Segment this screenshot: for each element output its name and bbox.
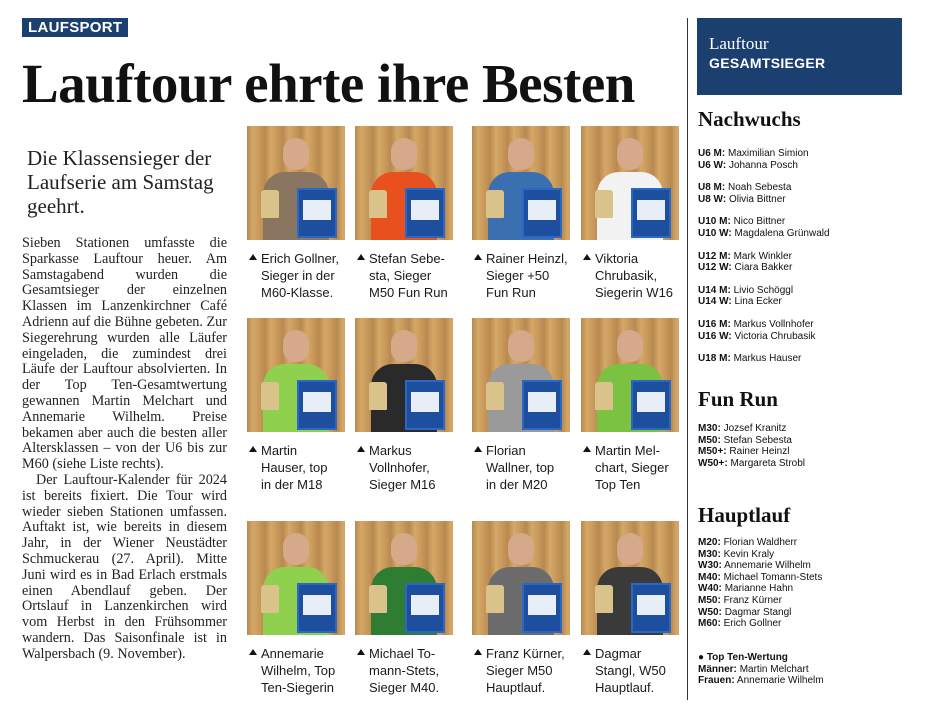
article-paragraph: Der Lauftour-Kalender für 2024 ist bereits fixiert. Die Tour wird wieder sieben Stationen umfassen. Auftakt ist, wie bereits in diesem Jahr, in der Wiener Neustädter Schmuckerau (27. April). Mitte Juni wird es in Bad Erlach erstmals einen Abendlauf geben. Der Ortslauf in Lanzenkirchen wird vom Herbst in den Frühsommer wandern. Das Saisonfinale ist in Walpersbach (9. November). [22,471,227,662]
certificate-icon [405,380,445,430]
winner-name: Kevin Kraly [723,548,775,560]
class-label: U18 M: [698,353,731,365]
class-label: Männer: [698,663,737,675]
certificate-icon [405,583,445,633]
result-row [698,595,822,607]
photo-caption: Franz Kürner, Sieger M50 Hauptlauf. [472,645,570,696]
class-label: U16 W: [698,330,732,342]
result-row [698,458,805,470]
certificate-icon [631,380,671,430]
winner-name: Annemarie Wilhelm [736,675,824,687]
certificate-icon [522,583,562,633]
result-row [698,194,830,206]
trophy-icon [261,190,279,218]
photo-item [247,318,345,493]
class-label: M50: [698,594,721,606]
class-label: W50+: [698,457,728,469]
winner-photo [581,521,679,635]
column-divider [687,18,688,700]
class-label: U14 W: [698,296,732,308]
photo-caption: Stefan Sebe- sta, Sieger M50 Fun Run [355,250,453,301]
winner-name: Livio Schöggl [733,284,794,296]
trophy-icon [261,585,279,613]
banner-subtitle: GESAMTSIEGER [709,55,826,71]
trophy-icon [486,382,504,410]
class-label: M30: [698,548,721,560]
winner-photo [355,521,453,635]
winner-name: Magdalena Grünwald [734,227,830,239]
result-row [698,572,822,584]
certificate-icon [297,583,337,633]
winner-name: Lina Ecker [734,296,782,308]
sidebar-banner [697,18,902,95]
nachwuchs-heading: Nachwuchs [698,107,801,131]
winner-photo [247,318,345,432]
winner-photo [355,126,453,240]
winner-name: Nico Bittner [733,216,786,228]
class-label: U6 M: [698,148,726,159]
result-row [698,251,830,263]
winner-name: Jozsef Kranitz [723,423,787,434]
photo-item [581,318,679,493]
class-label: M50+: [698,446,727,458]
result-row [698,331,830,343]
trophy-icon [369,190,387,218]
class-label: M40: [698,571,721,583]
photo-caption: Dagmar Stangl, W50 Hauptlauf. [581,645,679,696]
result-row [698,160,830,172]
result-row [698,353,830,365]
photo-item [247,521,345,696]
photo-item [355,318,453,493]
article-body [22,236,227,663]
winner-name: Martin Melchart [739,663,809,675]
photo-item [472,126,570,301]
class-label: W40: [698,583,722,595]
result-row [698,583,822,595]
photo-caption: Markus Vollnhofer, Sieger M16 [355,442,453,493]
winner-name: Rainer Heinzl [729,446,790,458]
winner-name: Margareta Strobl [730,457,805,469]
result-row [698,285,830,297]
winner-photo [581,126,679,240]
result-row [698,296,830,308]
winner-name: Stefan Sebesta [723,434,792,446]
winner-photo [581,318,679,432]
certificate-icon [631,583,671,633]
result-row [698,560,822,572]
photo-item [355,126,453,301]
result-row [698,675,824,687]
headline: Lauftour ehrte ihre Besten [22,53,635,114]
class-label: U6 W: [698,159,727,171]
result-row [698,262,830,274]
class-label: U10 W: [698,227,732,239]
photo-item [581,521,679,696]
trophy-icon [486,190,504,218]
article-paragraph: Sieben Stationen umfasste die Sparkasse Lauftour heuer. Am Samstagabend wurden die Gesamtsieger der einzelnen Klassen im Lanzenkirchner Café Adrienn auf die Bühne gebeten. Zur Siegerehrung wurden alle Läufer eingeladen, die zumindest drei Läufe der Lauftour absolvierten. In der Top Ten-Gesamtwertung gewannen Martin Melchart und Annemarie Wilhelm. Preise bekamen aber auch die besten aller Altersklassen – von der U6 bis zur M60 (siehe Liste rechts). [22,235,227,473]
hauptlauf-heading: Hauptlauf [698,503,791,527]
funrun-list [698,423,805,469]
photo-item [472,318,570,493]
nachwuchs-list [698,148,830,365]
winner-name: Johanna Posch [728,159,798,171]
class-label: W50: [698,606,722,618]
photo-caption: Erich Gollner, Sieger in der M60-Klasse. [247,250,345,301]
result-row [698,664,824,676]
trophy-icon [369,585,387,613]
class-label: M30: [698,423,721,434]
class-label: U12 W: [698,262,732,274]
photo-item [247,126,345,301]
banner-title: Lauftour [709,34,769,53]
funrun-heading: Fun Run [698,387,778,411]
photo-caption: Annemarie Wilhelm, Top Ten-Siegerin [247,645,345,696]
certificate-icon [631,188,671,238]
trophy-icon [486,585,504,613]
winner-photo [247,126,345,240]
class-label: U14 M: [698,284,731,296]
winner-name: Maximilian Simion [728,148,809,159]
winner-name: Erich Gollner [723,618,782,630]
class-label: M50: [698,434,721,446]
result-row [698,537,822,549]
class-label: U8 W: [698,193,727,205]
result-row [698,618,822,630]
winner-name: Franz Kürner [723,594,782,606]
trophy-icon [369,382,387,410]
winner-name: Noah Sebesta [728,182,792,194]
trophy-icon [261,382,279,410]
winner-name: Mark Winkler [733,250,792,262]
class-label: U8 M: [698,182,726,194]
trophy-icon [595,190,613,218]
result-row [698,423,805,435]
trophy-icon [595,585,613,613]
hauptlauf-list [698,537,822,630]
winner-photo [472,521,570,635]
class-label: M20: [698,537,721,548]
winner-name: Victoria Chrubasik [734,330,816,342]
class-label: Frauen: [698,675,735,687]
class-label: U12 M: [698,250,731,262]
certificate-icon [522,188,562,238]
subheadline: Die Klassensieger der Laufserie am Samstag geehrt. [27,146,214,218]
winner-name: Michael Tomann-Stets [723,571,823,583]
section-tag: LAUFSPORT [22,18,128,37]
winner-name: Florian Waldherr [723,537,798,548]
winner-name: Marianne Hahn [724,583,794,595]
photo-caption: Rainer Heinzl, Sieger +50 Fun Run [472,250,570,301]
topten-heading: ● Top Ten-Wertung [698,652,788,663]
winner-photo [247,521,345,635]
winner-name: Dagmar Stangl [724,606,792,618]
result-row [698,216,830,228]
certificate-icon [405,188,445,238]
winner-name: Olivia Bittner [728,193,786,205]
trophy-icon [595,382,613,410]
winner-name: Annemarie Wilhelm [724,560,811,572]
class-label: U10 M: [698,216,731,228]
result-row [698,182,830,194]
result-row [698,549,822,561]
result-row [698,435,805,447]
certificate-icon [522,380,562,430]
certificate-icon [297,188,337,238]
result-row [698,607,822,619]
winner-photo [355,318,453,432]
photo-item [355,521,453,696]
result-row [698,228,830,240]
photo-caption: Florian Wallner, top in der M20 [472,442,570,493]
winner-photo [472,126,570,240]
certificate-icon [297,380,337,430]
photo-caption: Michael To- mann-Stets, Sieger M40. [355,645,453,696]
photo-item [581,126,679,301]
result-row [698,319,830,331]
photo-caption: Martin Mel- chart, Sieger Top Ten [581,442,679,493]
result-row [698,446,805,458]
photo-item [472,521,570,696]
winner-photo [472,318,570,432]
photo-caption: Viktoria Chrubasik, Siegerin W16 [581,250,679,301]
result-row [698,148,830,160]
winner-name: Markus Vollnhofer [733,318,814,330]
class-label: U16 M: [698,318,731,330]
photo-caption: Martin Hauser, top in der M18 [247,442,345,493]
winner-name: Ciara Bakker [734,262,793,274]
class-label: W30: [698,560,722,572]
topten-list [698,652,824,687]
winner-name: Markus Hauser [733,353,802,365]
photo-grid [247,126,674,701]
class-label: M60: [698,618,721,630]
